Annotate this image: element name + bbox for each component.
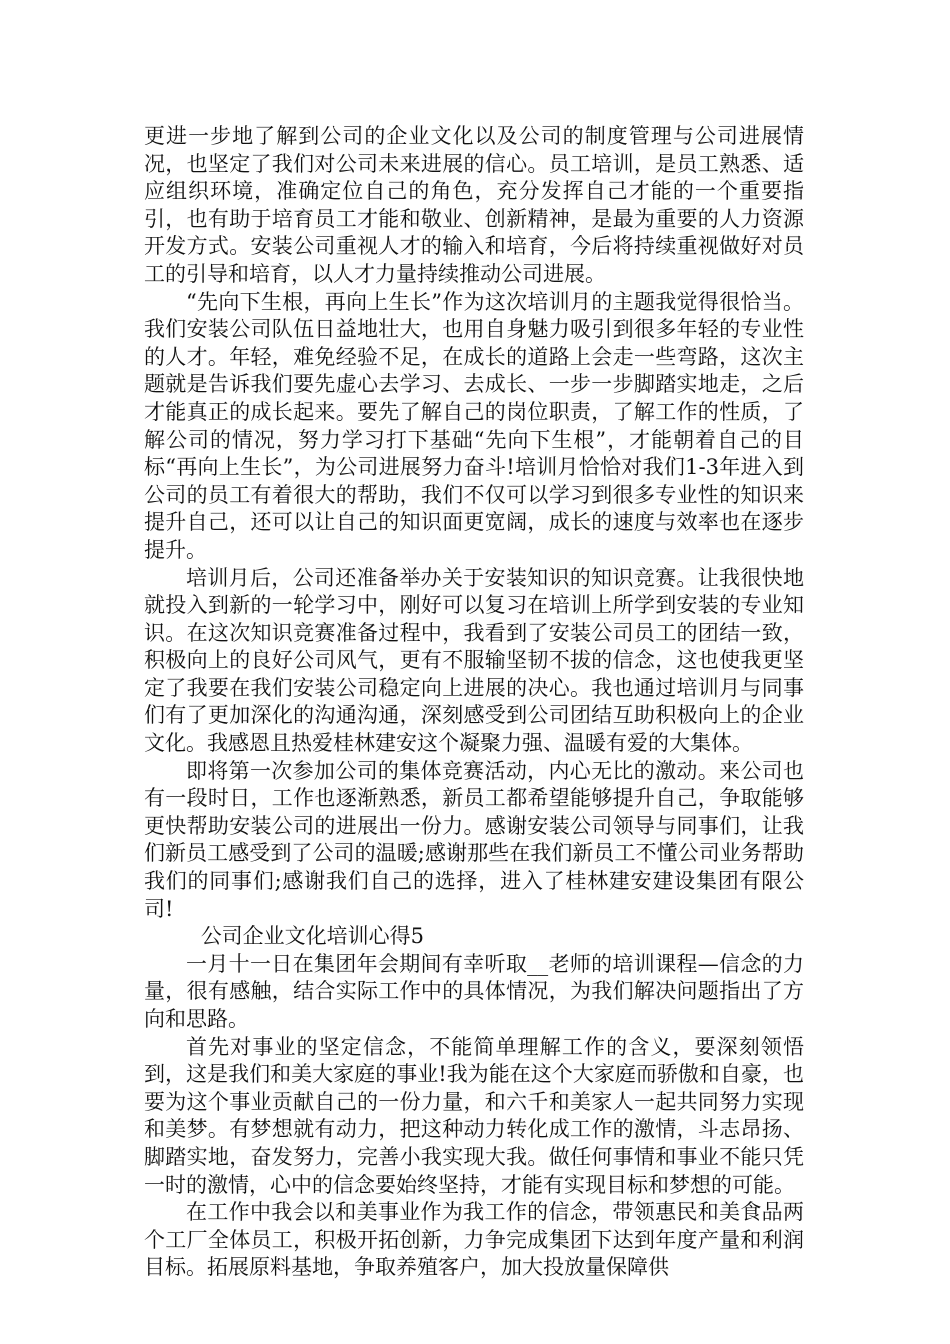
paragraph-work-goals: 在工作中我会以和美事业作为我工作的信念，带领惠民和美食品两个工厂全体员工，积极开拓创新，力争完成集团下达到年度产量和利润目标。拓展原料基地，争取养殖客户，加大投放量保障供 [144, 1200, 804, 1280]
paragraph-training-course: 一月十一日在集团年会期间有幸听取__老师的培训课程—信念的力量，很有感触，结合实际工作中的具体情况，为我们解决问题指出了方向和思路。 [144, 951, 804, 1031]
paragraph-collective-competition: 即将第一次参加公司的集体竞赛活动，内心无比的激动。来公司也有一段时日，工作也逐渐熟悉，新员工都希望能够提升自己，争取能够更快帮助安装公司的进展出一份力。感谢安装公司领导与同事们，让我们新员工感受到了公司的温暖;感谢那些在我们新员工不懂公司业务帮助我们的同事们;感谢我们自己的选择，进入了桂林建安建设集团有限公司! [144, 758, 804, 921]
paragraph-knowledge-contest: 培训月后，公司还准备举办关于安装知识的知识竞赛。让我很快地就投入到新的一轮学习中，刚好可以复习在培训上所学到安装的专业知识。在这次知识竞赛准备过程中，我看到了安装公司员工的团结一致，积极向上的良好公司风气，更有不服输坚韧不拔的信念，这也使我更坚定了我要在我们安装公司稳定向上进展的决心。我也通过培训月与同事们有了更加深化的沟通沟通，深刻感受到公司团结互助积极向上的企业文化。我感恩且热爱桂林建安这个凝聚力强、温暖有爱的大集体。 [144, 565, 804, 756]
document-page [144, 123, 804, 1282]
paragraph-continuation: 更进一步地了解到公司的企业文化以及公司的制度管理与公司进展情况，也坚定了我们对公司未来进展的信心。员工培训，是员工熟悉、适应组织环境，准确定位自己的角色，充分发挥自己才能的一个重要指引，也有助于培育员工才能和敬业、创新精神，是最为重要的人力资源开发方式。安装公司重视人才的输入和培育，今后将持续重视做好对员工的引导和培育，以人才力量持续推动公司进展。 [144, 124, 804, 286]
paragraph-belief: 首先对事业的坚定信念，不能简单理解工作的含义，要深刻领悟到，这是我们和美大家庭的事业!我为能在这个大家庭而骄傲和自豪，也要为这个事业贡献自己的一份力量，和六千和美家人一起共同努力实现和美梦。有梦想就有动力，把这种动力转化成工作的激情，斗志昂扬、脚踏实地，奋发努力，完善小我实现大我。做任何事情和事业不能只凭一时的激情，心中的信念要始终坚持，才能有实现目标和梦想的可能。 [144, 1034, 804, 1197]
section-heading: 公司企业文化培训心得5 [200, 924, 425, 949]
paragraph-theme: “先向下生根，再向上生长”作为这次培训月的主题我觉得很恰当。我们安装公司队伍日益地壮大，也用自身魅力吸引到很多年轻的专业性的人才。年轻，难免经验不足，在成长的道路上会走一些弯路，这次主题就是告诉我们要先虚心去学习、去成长、一步一步脚踏实地走，之后才能真正的成长起来。要先了解自己的岗位职责，了解工作的性质，了解公司的情况，努力学习打下基础“先向下生根”，才能朝着自己的目标“再向上生长”，为公司进展努力奋斗!培训月恰恰对我们1-3年进入到公司的员工有着很大的帮助，我们不仅可以学习到很多专业性的知识来提升自己，还可以让自己的知识面更宽阔，成长的速度与效率也在逐步提升。 [144, 289, 804, 562]
